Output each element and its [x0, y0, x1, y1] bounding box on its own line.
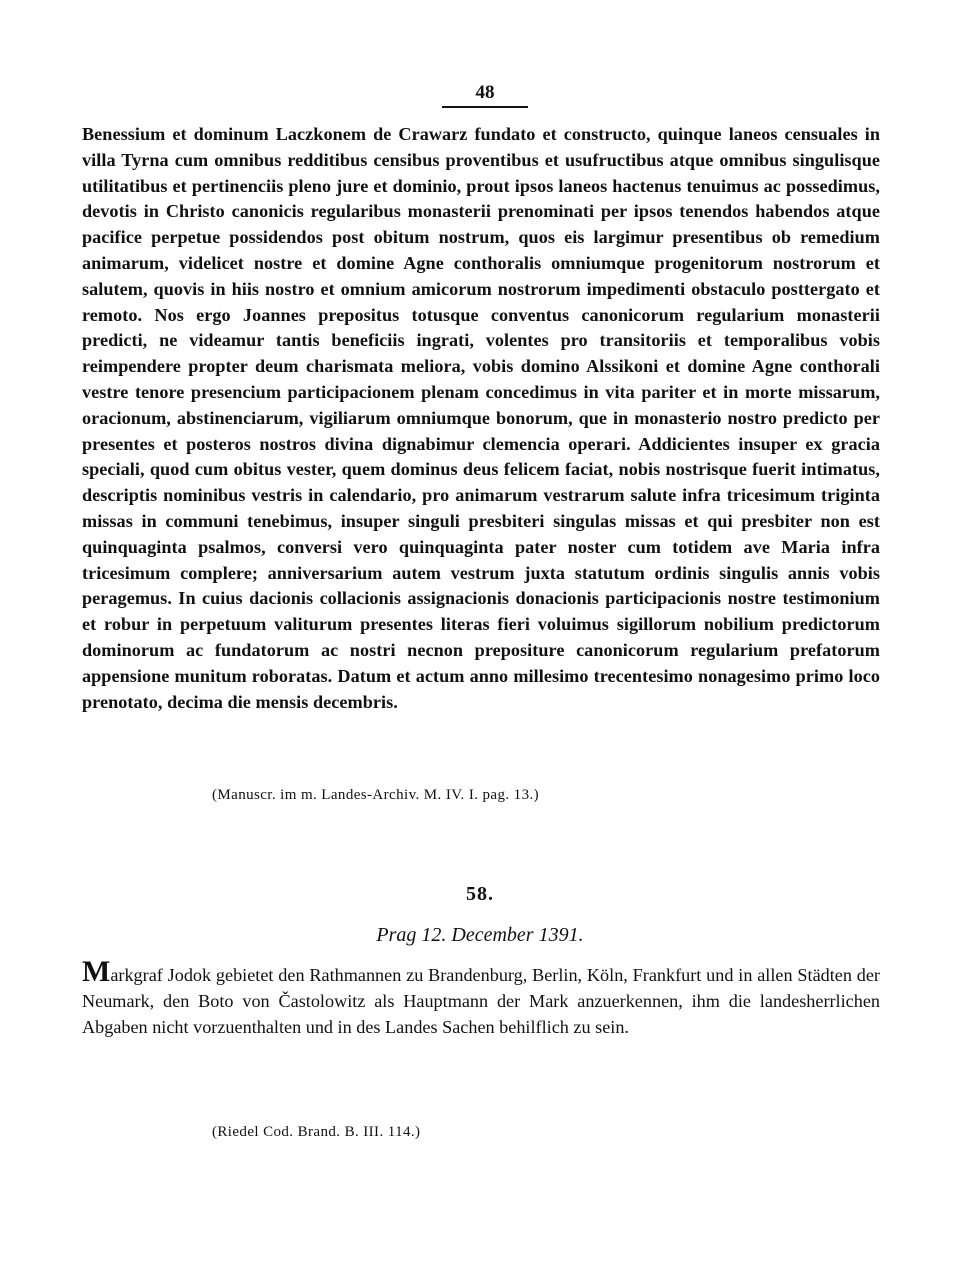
regest-source-citation: (Riedel Cod. Brand. B. III. 114.): [212, 1124, 421, 1140]
page-number-rule: [442, 106, 528, 108]
charter-text: Benessium et dominum Laczkonem de Crawarz fundato et constructo, quinque laneos censuales in villa Tyrna cum omnibus redditibus censibus proventibus et usufructibus atque omnibus singulisque utilitatibus et pertinenciis pleno jure et dominio, prout ipsos laneos hactenus tenuimus ac possedimus, devotis in Christo canonicis regularibus monasterii prenominati per ipsos tenendos habendos atque pacifice perpetue possidendos post obitum nostrum, quos eis largimur presentibus ob remedium animarum, videlicet nostre et domine Agne conthoralis omniumque progenitorum nostrorum et salutem, quovis in hiis nostro et omnium amicorum nostrorum impedimenti obstaculo posttergato et remoto. Nos ergo Joannes prepositus totusque conventus canonicorum regularium monasterii predicti, ne videamur tantis beneficiis ingrati, volentes pro transitoriis et temporalibus vobis reimpendere propter deum charismata meliora, vobis domino Alssikoni et domine Agne conthorali vestre tenore presencium participacionem plenam concedimus in vita pariter et in morte missarum, oracionum, abstinenciarum, vigiliarum omniumque bonorum, que in monasterio nostro predicto per presentes et posteros nostros divina dignabimur clemencia operari. Addicientes insuper ex gracia speciali, quod cum obitus vester, quem dominus deus felicem faciat, nobis nostrisque fuerit intimatus, descriptis nominibus vestris in calendario, pro animarum vestrarum salute infra tricesimum triginta missas in communi tenebimus, insuper singuli presbiteri singulas missas et qui presbiter non est quinquaginta psalmos, conversi vero quinquaginta pater noster cum totidem ave Maria infra tricesimum complere; anniversarium autem vestrum juxta statutum ordinis singulis annis vobis peragemus. In cuius dacionis collacionis assignacionis donacionis participacionis nostre testimonium et robur in perpetuum valiturum presentes literas fieri voluimus sigillorum nobilium predictorum dominorum ac fundatorum ac nostri necnon prepositure canonicorum regularium prefatorum appensione munitum roboratas. Datum et actum anno millesimo trecentesimo nonagesimo primo loco prenotato, decima die mensis decembris.: [82, 124, 880, 712]
document-number: 58.: [466, 883, 494, 905]
document-regest: [82, 955, 880, 1040]
page-number: 48: [475, 82, 495, 103]
regest-text: arkgraf Jodok gebietet den Rathmannen zu Brandenburg, Berlin, Köln, Frankfurt und in allen Städten der Neumark, den Boto von Častolowitz als Hauptmann der Mark anzuerkennen, ihm die landesherrlichen Abgaben nicht vorzuenthalten und in des Landes Sachen behilflich zu sein.: [82, 965, 880, 1037]
document-place-date: Prag 12. December 1391.: [376, 924, 584, 946]
source-citation: (Manuscr. im m. Landes-Archiv. M. IV. I. pag. 13.): [212, 787, 540, 803]
regest-initial: M: [82, 955, 111, 988]
